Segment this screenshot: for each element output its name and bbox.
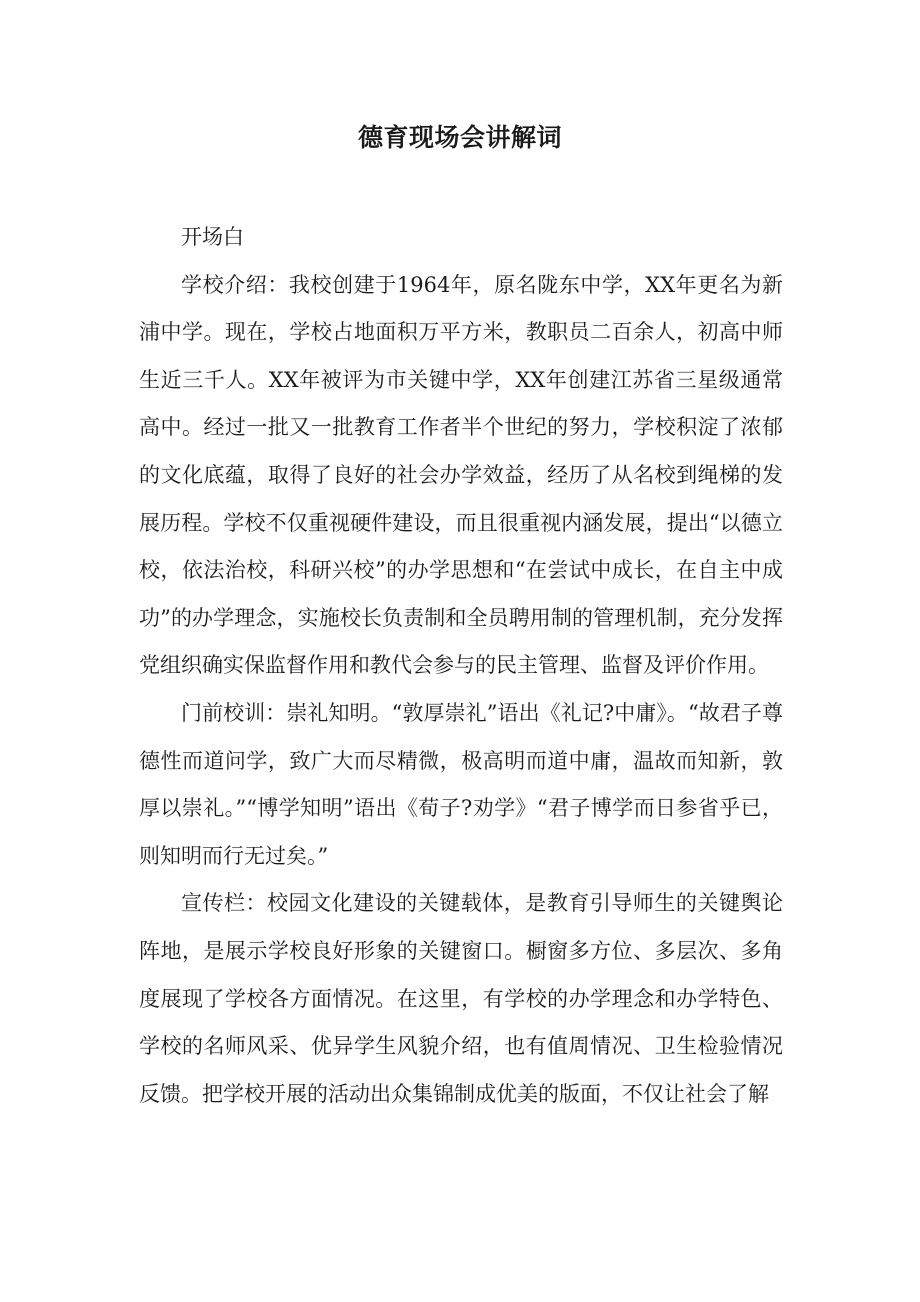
paragraph-opening: 开场白 <box>181 225 244 249</box>
document-body <box>139 214 783 1118</box>
paragraph-school-intro: 学校介绍：我校创建于1964年，原名陇东中学，XX年更名为新浦中学。现在，学校占地面积万平方米，教职员二百余人，初高中师生近三千人。XX年被评为市关键中学，XX年创建江苏省三星级通常高中。经过一批又一批教育工作者半个世纪的努力，学校积淀了浓郁的文化底蕴，取得了良好的社会办学效益，经历了从名校到绳梯的发展历程。学校不仅重视硬件建设，而且很重视内涵发展，提出“以德立校，依法治校，科研兴校”的办学思想和“在尝试中成长，在自主中成功”的办学理念，实施校长负责制和全员聘用制的管理机制，充分发挥党组织确实保监督作用和教代会参与的民主管理、监督及评价作用。 <box>139 272 783 678</box>
paragraph-school-motto: 门前校训：崇礼知明。“敦厚崇礼”语出《礼记?中庸》。“故君子尊德性而道问学，致广大而尽精微，极高明而道中庸，温故而知新，敦厚以崇礼。”“博学知明”语出《荀子?劝学》“君子博学而日参省乎已，则知明而行无过矣。” <box>139 700 783 868</box>
paragraph-bulletin-board: 宣传栏：校园文化建设的关键载体，是教育引导师生的关键舆论阵地，是展示学校良好形象的关键窗口。橱窗多方位、多层次、多角度展现了学校各方面情况。在这里，有学校的办学理念和办学特色、学校的名师风采、优异学生风貌介绍，也有值周情况、卫生检验情况反馈。把学校开展的活动出众集锦制成优美的版面，不仅让社会了解 <box>139 891 783 1106</box>
document-title: 德育现场会讲解词 <box>357 123 562 152</box>
